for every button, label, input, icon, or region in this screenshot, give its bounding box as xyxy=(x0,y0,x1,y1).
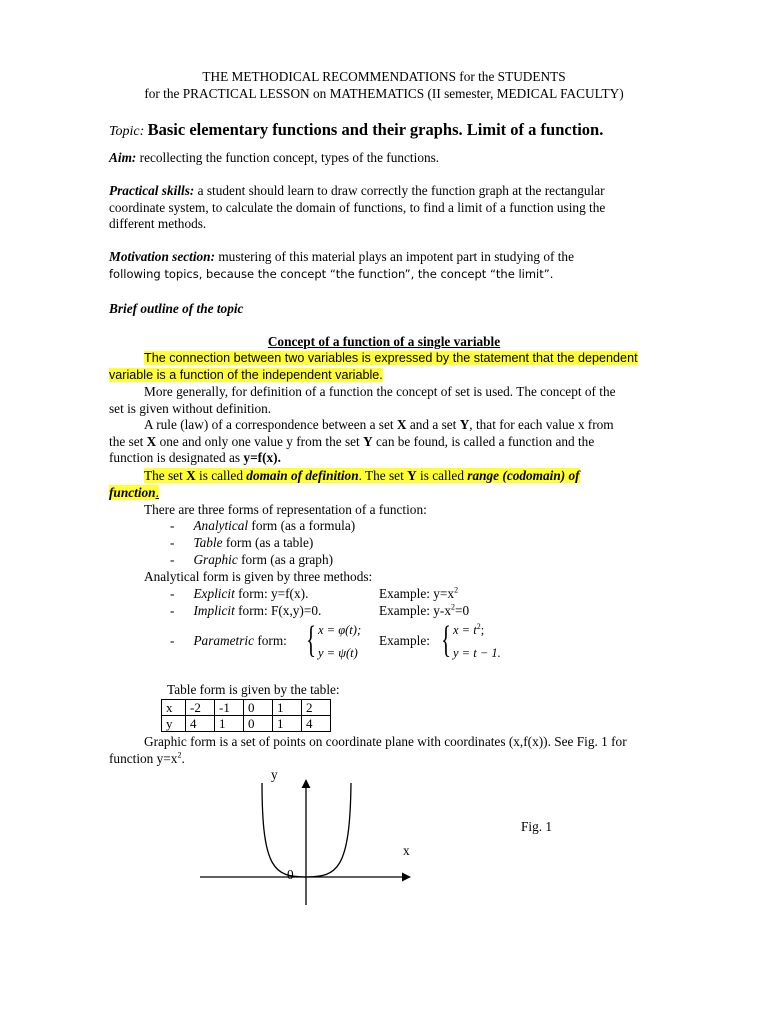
header-line-2: for the PRACTICAL LESSON on MATHEMATICS (II semester, MEDICAL FACULTY) xyxy=(144,86,624,101)
table-cell: -2 xyxy=(186,700,215,716)
para4-text: The set xyxy=(144,468,187,483)
param-eq-1: x = φ(t); xyxy=(318,623,362,637)
dash: - xyxy=(170,552,175,567)
form-desc: form (as a table) xyxy=(222,535,314,550)
para2-line-1: More generally, for definition of a function the concept of set is used. The concept of the xyxy=(144,384,616,399)
table-cell: 0 xyxy=(244,716,273,732)
example-text: Example: y-x xyxy=(379,603,452,618)
para2-line-2: set is given without definition. xyxy=(109,400,272,416)
para3-text: can be found, is called a function and the xyxy=(372,433,595,449)
x-axis-label: x xyxy=(403,843,410,858)
form-name: Graphic xyxy=(193,552,238,567)
para1-line-2: variable is a function of the independent variable. xyxy=(109,367,383,382)
skills-line-1: a student should learn to draw correctly the function graph at the rectangular xyxy=(194,183,605,198)
set-y: Y xyxy=(363,433,373,449)
figure-caption: Fig. 1 xyxy=(521,819,553,834)
domain-term: domain of definition xyxy=(246,468,359,483)
para4-text: is called xyxy=(195,468,247,483)
para3-text: and a set xyxy=(406,417,460,432)
graphic-line-2: . xyxy=(181,750,185,766)
section-heading: Concept of a function of a single variable xyxy=(267,334,501,349)
aim-text: recollecting the function concept, types of the functions. xyxy=(136,150,440,165)
form-name: Table xyxy=(193,535,223,550)
method-name: Parametric xyxy=(193,633,255,648)
para4-text: . The set xyxy=(358,468,408,483)
para4-dot: . xyxy=(155,484,159,500)
param-example-label: Example: xyxy=(379,633,430,648)
example-text: Example: y=x xyxy=(379,586,455,601)
range-term-cont: function xyxy=(109,484,156,500)
para3-text: , that for each value x from xyxy=(469,417,614,432)
dash: - xyxy=(170,603,175,618)
function-notation: y=f(x). xyxy=(243,450,281,465)
param-eq-2: y = ψ(t) xyxy=(318,646,358,660)
dash: - xyxy=(170,633,175,648)
topic-label: Topic: xyxy=(109,124,145,139)
y-axis-label: y xyxy=(271,767,278,782)
set-x: X xyxy=(186,468,196,483)
table-cell: 4 xyxy=(302,716,331,732)
form-name: Analytical xyxy=(193,518,249,533)
analytical-intro: Analytical form is given by three methods: xyxy=(144,569,373,584)
motivation-line-1: mustering of this material plays an impotent part in studying of the xyxy=(215,249,574,264)
exponent: 2 xyxy=(476,621,481,631)
origin-label: 0 xyxy=(287,867,294,882)
table-cell: y xyxy=(162,716,186,732)
exponent: 2 xyxy=(454,585,459,595)
example-eq: ; xyxy=(480,623,485,637)
para3-text: A rule (law) of a correspondence between a set xyxy=(144,417,397,432)
param-example-eq-2: y = t − 1. xyxy=(453,646,501,660)
table-cell: 4 xyxy=(186,716,215,732)
para3-text: function is designated as xyxy=(109,450,244,465)
motivation-line-2: following topics, because the concept “the function”, the concept “the limit”. xyxy=(109,266,554,281)
dash: - xyxy=(170,535,175,550)
outline-heading: Brief outline of the topic xyxy=(109,301,244,316)
form-desc: form (as a graph) xyxy=(237,552,334,567)
skills-line-2: coordinate system, to calculate the domain of functions, to find a limit of a function using the xyxy=(109,199,606,215)
example-text: =0 xyxy=(455,603,470,618)
set-x: X xyxy=(146,433,157,449)
set-y: Y xyxy=(459,417,470,432)
para1-line-1: The connection between two variables is expressed by the statement that the dependent xyxy=(144,351,638,365)
aim-label: Aim: xyxy=(109,150,137,165)
set-y: Y xyxy=(407,468,417,483)
form-desc: form (as a formula) xyxy=(248,518,356,533)
exponent: 2 xyxy=(177,750,182,760)
method-desc: form: F(x,y)=0. xyxy=(234,603,322,618)
para3-text: one and only one value y from the set xyxy=(156,433,364,449)
para3-text: the set xyxy=(109,433,147,449)
brace-icon: { xyxy=(441,619,452,661)
graphic-line-2: function y=x xyxy=(109,750,178,766)
dash: - xyxy=(170,586,175,601)
topic-title: Basic elementary functions and their graphs. Limit of a function. xyxy=(147,120,604,139)
method-desc: form: y=f(x). xyxy=(234,586,309,601)
example-eq: x = t xyxy=(453,623,477,637)
brace-icon: { xyxy=(306,619,317,661)
graphic-line-1: Graphic form is a set of points on coordinate plane with coordinates (x,f(x)). See Fig. 1 for xyxy=(144,734,627,749)
motivation-label: Motivation section: xyxy=(109,249,216,264)
header-line-1: THE METHODICAL RECOMMENDATIONS for the STUDENTS xyxy=(202,69,566,84)
table-cell: 2 xyxy=(302,700,331,716)
exponent: 2 xyxy=(451,602,456,612)
para4-text: is called xyxy=(416,468,468,483)
table-cell: 1 xyxy=(215,716,244,732)
skills-label: Practical skills: xyxy=(109,183,195,198)
table-cell: 0 xyxy=(244,700,273,716)
forms-intro: There are three forms of representation of a function: xyxy=(144,502,427,517)
dash: - xyxy=(170,518,175,533)
method-desc: form: xyxy=(254,633,287,648)
set-x: X xyxy=(396,417,407,432)
table-cell: 1 xyxy=(273,700,302,716)
method-name: Implicit xyxy=(193,603,235,618)
range-term: range (codomain) of xyxy=(467,468,580,483)
table-cell: x xyxy=(162,700,186,716)
table-intro: Table form is given by the table: xyxy=(167,682,340,697)
table-cell: 1 xyxy=(273,716,302,732)
skills-line-3: different methods. xyxy=(109,216,207,231)
table-cell: -1 xyxy=(215,700,244,716)
method-name: Explicit xyxy=(193,586,235,601)
